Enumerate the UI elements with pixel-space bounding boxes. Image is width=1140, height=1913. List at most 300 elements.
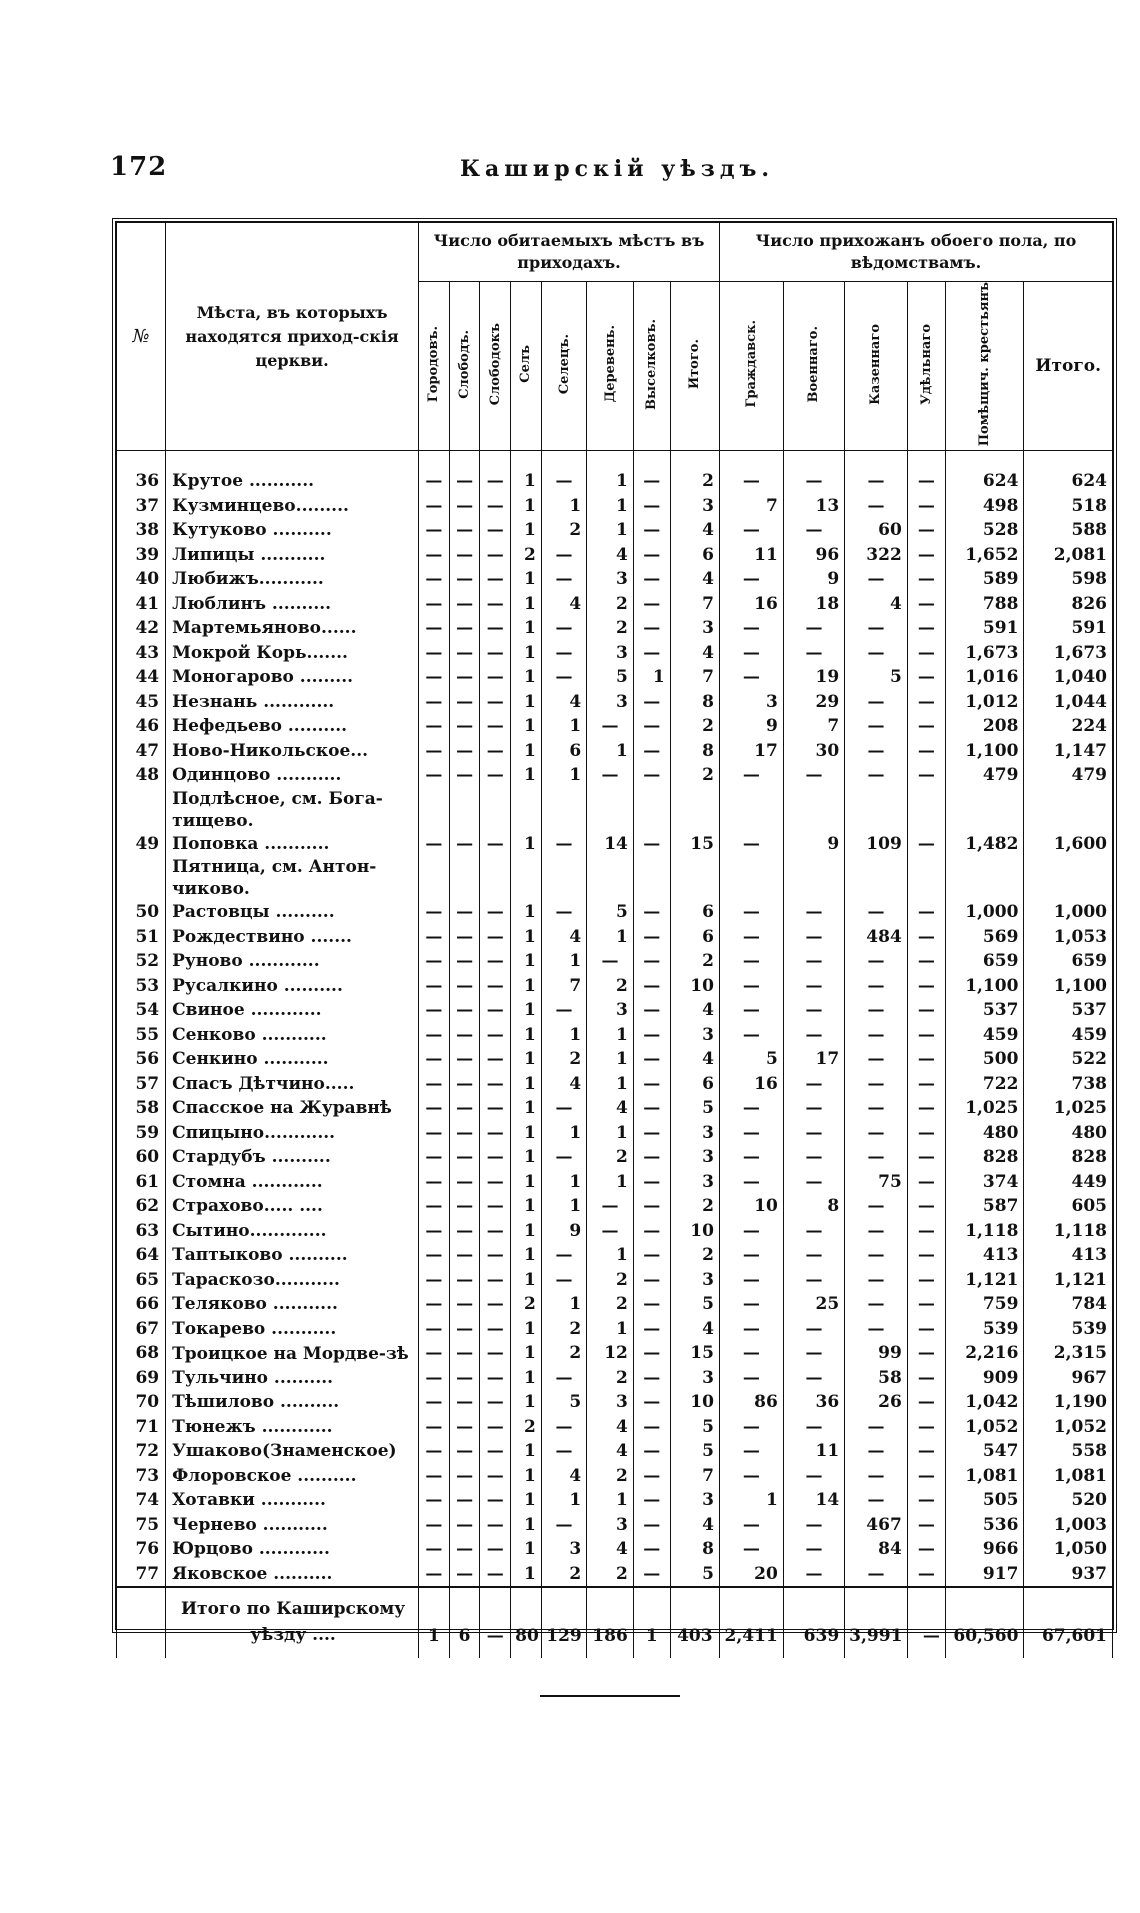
parishioner-count: — <box>783 1341 844 1366</box>
settlement-count: 4 <box>541 925 586 950</box>
parishioner-count <box>1024 856 1113 900</box>
settlement-count: 1 <box>541 763 586 788</box>
settlement-count: — <box>633 1415 670 1440</box>
place-name: Кутуково .......... <box>166 518 419 543</box>
settlement-count: — <box>449 714 480 739</box>
settlement-count: — <box>633 925 670 950</box>
row-number: 56 <box>117 1047 166 1072</box>
row-number <box>117 788 166 832</box>
settlement-count: 4 <box>587 1439 634 1464</box>
settlement-count: — <box>419 1072 450 1097</box>
settlement-count: — <box>449 1145 480 1170</box>
settlement-count: 3 <box>587 567 634 592</box>
parishioner-count: — <box>845 900 908 925</box>
settlement-count: — <box>419 739 450 764</box>
settlement-count: 3 <box>670 1170 719 1195</box>
parishioner-count: 322 <box>845 543 908 568</box>
parishioner-count: — <box>845 1023 908 1048</box>
settlement-count: 1 <box>511 1562 542 1588</box>
parishioner-count: 1,190 <box>1024 1390 1113 1415</box>
settlement-count: — <box>449 1562 480 1588</box>
parishioner-count: — <box>719 1292 783 1317</box>
settlement-count: 2 <box>670 763 719 788</box>
settlement-count: 3 <box>670 1268 719 1293</box>
settlement-count: — <box>449 1023 480 1048</box>
settlement-count: — <box>541 1513 586 1538</box>
settlement-count: — <box>633 543 670 568</box>
parishioner-count: — <box>783 1121 844 1146</box>
table-row <box>117 763 1113 788</box>
parishioner-count: 1,482 <box>945 832 1024 857</box>
parishioner-count: — <box>907 1439 945 1464</box>
parishioner-count: — <box>783 518 844 543</box>
settlement-count: — <box>449 1243 480 1268</box>
parishioner-count: — <box>907 1415 945 1440</box>
settlement-count: — <box>480 641 511 666</box>
table-row <box>117 1072 1113 1097</box>
settlement-count <box>633 788 670 832</box>
settlement-count: 4 <box>670 518 719 543</box>
table-row <box>117 1047 1113 1072</box>
parishioner-count: — <box>845 1047 908 1072</box>
parishioner-count: 1,052 <box>945 1415 1024 1440</box>
parishioner-count: — <box>719 616 783 641</box>
settlement-count: — <box>480 665 511 690</box>
parishioner-count: 11 <box>783 1439 844 1464</box>
parishioner-count: — <box>783 1317 844 1342</box>
parishioner-count: 1,673 <box>1024 641 1113 666</box>
row-number: 58 <box>117 1096 166 1121</box>
settlement-count: 2 <box>541 1047 586 1072</box>
place-name: Тюнежъ ............ <box>166 1415 419 1440</box>
settlement-count: — <box>480 543 511 568</box>
row-number: 60 <box>117 1145 166 1170</box>
settlement-count: 1 <box>511 592 542 617</box>
settlement-count: 2 <box>670 714 719 739</box>
settlement-count: — <box>419 1513 450 1538</box>
parishioner-count <box>719 856 783 900</box>
parishioner-count: 1,081 <box>1024 1464 1113 1489</box>
parishioner-count: 605 <box>1024 1194 1113 1219</box>
place-name: Хотавки ........... <box>166 1488 419 1513</box>
settlement-count: — <box>419 1390 450 1415</box>
parishioner-count: 208 <box>945 714 1024 739</box>
settlement-count: 4 <box>587 1096 634 1121</box>
parishioner-count: — <box>845 1488 908 1513</box>
settlement-count: 2 <box>511 1415 542 1440</box>
settlement-count: — <box>419 1243 450 1268</box>
parishioner-count: — <box>719 832 783 857</box>
parishioner-count: — <box>907 1562 945 1588</box>
settlement-count: — <box>419 998 450 1023</box>
settlement-count: — <box>419 1023 450 1048</box>
col-header-settlement-2: Слободокъ <box>480 282 511 451</box>
settlement-count: — <box>480 1072 511 1097</box>
place-name: Мартемьяново...... <box>166 616 419 641</box>
settlement-count: 1 <box>511 518 542 543</box>
parishioner-count: 1,100 <box>1024 974 1113 999</box>
settlement-count <box>480 856 511 900</box>
parishioner-count: 624 <box>1024 451 1113 494</box>
parishioner-count: 26 <box>845 1390 908 1415</box>
settlement-count: 1 <box>587 1170 634 1195</box>
settlement-count: — <box>633 1072 670 1097</box>
settlement-count: 5 <box>670 1415 719 1440</box>
settlement-count: 4 <box>541 1464 586 1489</box>
settlement-count: — <box>419 1464 450 1489</box>
settlement-count: — <box>449 592 480 617</box>
row-number: 48 <box>117 763 166 788</box>
settlement-count: 2 <box>670 451 719 494</box>
settlement-count: 9 <box>541 1219 586 1244</box>
row-number: 39 <box>117 543 166 568</box>
parishioner-count: — <box>907 714 945 739</box>
parishioner-count: 1,147 <box>1024 739 1113 764</box>
table-row <box>117 690 1113 715</box>
place-name: Пятница, см. Антон-чиково. <box>166 856 419 900</box>
place-name: Нефедьево .......... <box>166 714 419 739</box>
parishioner-count: — <box>907 1096 945 1121</box>
place-name: Страхово..... .... <box>166 1194 419 1219</box>
parishioner-count: 75 <box>845 1170 908 1195</box>
place-name: Яковское .......... <box>166 1562 419 1588</box>
settlement-count: — <box>419 1145 450 1170</box>
place-name: Рождествино ....... <box>166 925 419 950</box>
settlement-count: — <box>541 1145 586 1170</box>
settlement-count: — <box>480 494 511 519</box>
settlement-count <box>633 856 670 900</box>
parishioner-count: 9 <box>719 714 783 739</box>
table-row <box>117 1390 1113 1415</box>
settlement-count: — <box>633 518 670 543</box>
settlement-count: 6 <box>670 900 719 925</box>
settlement-count: 1 <box>587 1072 634 1097</box>
parishioner-count: 659 <box>945 949 1024 974</box>
place-name: Мокрой Корь....... <box>166 641 419 666</box>
row-number: 53 <box>117 974 166 999</box>
settlement-count: 1 <box>541 494 586 519</box>
parishioner-count: 459 <box>945 1023 1024 1048</box>
parishioner-count: 539 <box>945 1317 1024 1342</box>
parishioner-count: — <box>907 641 945 666</box>
parishioner-count: 9 <box>783 567 844 592</box>
settlement-count: 3 <box>670 616 719 641</box>
settlement-count: — <box>633 1194 670 1219</box>
parishioner-count: 20 <box>719 1562 783 1588</box>
row-number: 47 <box>117 739 166 764</box>
settlement-count: 1 <box>511 714 542 739</box>
settlement-count: 1 <box>511 1488 542 1513</box>
parishioner-count: 828 <box>945 1145 1024 1170</box>
settlement-count: 1 <box>541 1194 586 1219</box>
settlement-count: 1 <box>541 1121 586 1146</box>
row-number: 64 <box>117 1243 166 1268</box>
parishioner-count: 480 <box>1024 1121 1113 1146</box>
col-header-settlement-4: Селецъ. <box>541 282 586 451</box>
settlement-count: — <box>480 690 511 715</box>
parishioner-count: — <box>907 690 945 715</box>
settlement-count: 2 <box>587 1464 634 1489</box>
settlement-count: — <box>633 690 670 715</box>
settlement-count: 1 <box>541 1023 586 1048</box>
settlement-count: — <box>633 1121 670 1146</box>
table-row <box>117 1439 1113 1464</box>
settlement-count: — <box>633 451 670 494</box>
settlement-count: — <box>449 451 480 494</box>
settlement-count: 1 <box>541 949 586 974</box>
parishioner-count: 558 <box>1024 1439 1113 1464</box>
row-number: 41 <box>117 592 166 617</box>
table-row <box>117 1464 1113 1489</box>
settlement-count: 3 <box>670 1366 719 1391</box>
place-name: Тѣшилово .......... <box>166 1390 419 1415</box>
settlement-count: — <box>449 1366 480 1391</box>
settlement-count: 1 <box>511 832 542 857</box>
total-parishioner-count: 2,411 <box>719 1587 783 1658</box>
place-name: Спасское на Журавнѣ <box>166 1096 419 1121</box>
settlement-count <box>449 856 480 900</box>
parishioner-count: 2,315 <box>1024 1341 1113 1366</box>
settlement-count: 1 <box>511 1537 542 1562</box>
parishioner-count: — <box>783 1023 844 1048</box>
settlement-count: — <box>633 832 670 857</box>
settlement-count: — <box>633 1366 670 1391</box>
settlement-count: 5 <box>670 1562 719 1588</box>
settlement-count: — <box>480 1096 511 1121</box>
parishioner-count <box>945 788 1024 832</box>
settlement-count: 5 <box>587 665 634 690</box>
parishioner-count: 13 <box>783 494 844 519</box>
row-number: 50 <box>117 900 166 925</box>
settlement-count: — <box>480 1145 511 1170</box>
parishioner-count: — <box>845 690 908 715</box>
settlement-count: — <box>541 832 586 857</box>
settlement-count: — <box>419 1170 450 1195</box>
settlement-count: 1 <box>511 1317 542 1342</box>
parishioner-count: 1,044 <box>1024 690 1113 715</box>
parishioner-count: 500 <box>945 1047 1024 1072</box>
parishioner-count: 1,673 <box>945 641 1024 666</box>
row-number: 62 <box>117 1194 166 1219</box>
total-parishioner-count: — <box>907 1587 945 1658</box>
settlement-count: — <box>419 974 450 999</box>
total-parishioner-count: 60,560 <box>945 1587 1024 1658</box>
settlement-count <box>449 788 480 832</box>
parishioner-count: 547 <box>945 1439 1024 1464</box>
place-name: Юрцово ............ <box>166 1537 419 1562</box>
settlement-count: — <box>480 451 511 494</box>
total-row <box>117 1587 1113 1658</box>
total-parishioner-count: 67,601 <box>1024 1587 1113 1658</box>
table-row <box>117 739 1113 764</box>
parishioner-count: — <box>907 1121 945 1146</box>
parishioner-count: 11 <box>719 543 783 568</box>
parishioner-count: — <box>719 1121 783 1146</box>
parishioner-count: 30 <box>783 739 844 764</box>
settlement-count: — <box>633 641 670 666</box>
settlement-count: — <box>480 1023 511 1048</box>
parishioner-count: 29 <box>783 690 844 715</box>
parishioner-count: — <box>783 1415 844 1440</box>
settlement-count: 1 <box>587 518 634 543</box>
settlement-count: 4 <box>670 998 719 1023</box>
parishioner-count <box>783 856 844 900</box>
parishioner-count: — <box>719 1537 783 1562</box>
row-number: 69 <box>117 1366 166 1391</box>
parishioner-count: 505 <box>945 1488 1024 1513</box>
parishioner-count: — <box>907 1537 945 1562</box>
settlement-count: — <box>449 1488 480 1513</box>
parishioner-count: 788 <box>945 592 1024 617</box>
parishioner-count: 528 <box>945 518 1024 543</box>
settlement-count: — <box>633 1170 670 1195</box>
settlement-count: 1 <box>511 1072 542 1097</box>
settlement-count: — <box>419 665 450 690</box>
settlement-count: — <box>633 949 670 974</box>
col-header-place: Мѣста, въ которыхъ находятся приход-скія церкви. <box>166 223 419 451</box>
place-name: Спицыно............ <box>166 1121 419 1146</box>
settlement-count: 1 <box>511 949 542 974</box>
place-name: Люблинъ .......... <box>166 592 419 617</box>
settlement-count: — <box>419 1439 450 1464</box>
settlement-count <box>670 856 719 900</box>
settlement-count: — <box>419 1488 450 1513</box>
settlement-count: 2 <box>511 1292 542 1317</box>
settlement-count: 5 <box>587 900 634 925</box>
table-row <box>117 1562 1113 1588</box>
parishioner-count: 537 <box>1024 998 1113 1023</box>
place-name: Кузминцево......... <box>166 494 419 519</box>
settlement-count: — <box>419 1292 450 1317</box>
settlement-count: 4 <box>670 1047 719 1072</box>
parishioner-count: 86 <box>719 1390 783 1415</box>
settlement-count: 10 <box>670 1219 719 1244</box>
parishioner-count: 4 <box>845 592 908 617</box>
settlement-count: — <box>419 543 450 568</box>
settlement-count: 2 <box>511 543 542 568</box>
parishioner-count: — <box>907 998 945 1023</box>
settlement-count: — <box>541 567 586 592</box>
settlement-count: — <box>419 1096 450 1121</box>
parishioner-count: 467 <box>845 1513 908 1538</box>
settlement-count: — <box>419 832 450 857</box>
group-header-parishioners: Число прихожанъ обоего пола, по вѣдомствамъ. <box>719 223 1112 282</box>
parishioner-count: 537 <box>945 998 1024 1023</box>
place-name: Троицкое на Мордве-зѣ <box>166 1341 419 1366</box>
parishioner-count: 917 <box>945 1562 1024 1588</box>
parishioner-count: — <box>845 1562 908 1588</box>
page-header <box>110 152 1125 192</box>
col-header-settlement-3: Селъ <box>511 282 542 451</box>
parishioner-count: — <box>719 451 783 494</box>
total-settlement-count: 1 <box>419 1587 450 1658</box>
parishioner-count: 16 <box>719 1072 783 1097</box>
settlement-count: 3 <box>670 494 719 519</box>
place-name: Сенкино ........... <box>166 1047 419 1072</box>
parishioner-count: 1,600 <box>1024 832 1113 857</box>
settlement-count: — <box>449 1219 480 1244</box>
settlement-count: — <box>633 1390 670 1415</box>
settlement-count: 5 <box>670 1439 719 1464</box>
settlement-count: 1 <box>541 1292 586 1317</box>
settlement-count: 1 <box>511 567 542 592</box>
parishioner-count: — <box>845 616 908 641</box>
parishioner-count: — <box>845 1121 908 1146</box>
settlement-count: 1 <box>511 494 542 519</box>
settlement-count: — <box>633 998 670 1023</box>
settlement-count: 15 <box>670 832 719 857</box>
settlement-count: 1 <box>541 714 586 739</box>
settlement-count: — <box>587 763 634 788</box>
settlement-count: — <box>633 974 670 999</box>
parishioner-count: — <box>907 763 945 788</box>
settlement-count: 2 <box>670 949 719 974</box>
settlement-count: 15 <box>670 1341 719 1366</box>
place-name: Таптыково .......... <box>166 1243 419 1268</box>
parishioner-count: 1,025 <box>1024 1096 1113 1121</box>
place-name: Чернево ........... <box>166 1513 419 1538</box>
parishioner-count: — <box>719 925 783 950</box>
parishioner-count: — <box>719 518 783 543</box>
settlement-count: — <box>480 1292 511 1317</box>
parishioner-count: 459 <box>1024 1023 1113 1048</box>
place-name: Подлѣсное, см. Бога-тищево. <box>166 788 419 832</box>
settlement-count: 1 <box>587 1023 634 1048</box>
settlement-count: 1 <box>511 1121 542 1146</box>
parishioner-count: — <box>907 451 945 494</box>
parishioner-count: — <box>719 1439 783 1464</box>
parishioner-count: — <box>907 1243 945 1268</box>
place-name: Моногарово ......... <box>166 665 419 690</box>
table-row <box>117 856 1113 900</box>
row-number: 66 <box>117 1292 166 1317</box>
parishioner-count: — <box>783 1537 844 1562</box>
parishioner-count: 224 <box>1024 714 1113 739</box>
parishioner-count: — <box>783 974 844 999</box>
settlement-count: — <box>541 543 586 568</box>
table-row <box>117 925 1113 950</box>
settlement-count: 1 <box>511 1390 542 1415</box>
parish-table <box>112 218 1117 1646</box>
table-row <box>117 567 1113 592</box>
settlement-count: 1 <box>587 1488 634 1513</box>
settlement-count: 1 <box>587 1047 634 1072</box>
settlement-count: — <box>419 616 450 641</box>
settlement-count: — <box>541 1366 586 1391</box>
settlement-count: — <box>419 949 450 974</box>
settlement-count: — <box>449 1341 480 1366</box>
row-number: 43 <box>117 641 166 666</box>
table-row <box>117 543 1113 568</box>
table-row <box>117 832 1113 857</box>
table-row <box>117 1488 1113 1513</box>
parishioner-count <box>907 788 945 832</box>
table-row <box>117 788 1113 832</box>
table-row <box>117 1219 1113 1244</box>
settlement-count: — <box>449 900 480 925</box>
settlement-count: — <box>480 1464 511 1489</box>
settlement-count: — <box>633 1096 670 1121</box>
row-number: 59 <box>117 1121 166 1146</box>
settlement-count: — <box>480 1219 511 1244</box>
parishioner-count: — <box>783 900 844 925</box>
settlement-count: 4 <box>670 641 719 666</box>
parishioner-count: — <box>907 900 945 925</box>
settlement-count: — <box>633 1317 670 1342</box>
row-number: 72 <box>117 1439 166 1464</box>
settlement-count: 1 <box>511 1194 542 1219</box>
settlement-count <box>511 788 542 832</box>
